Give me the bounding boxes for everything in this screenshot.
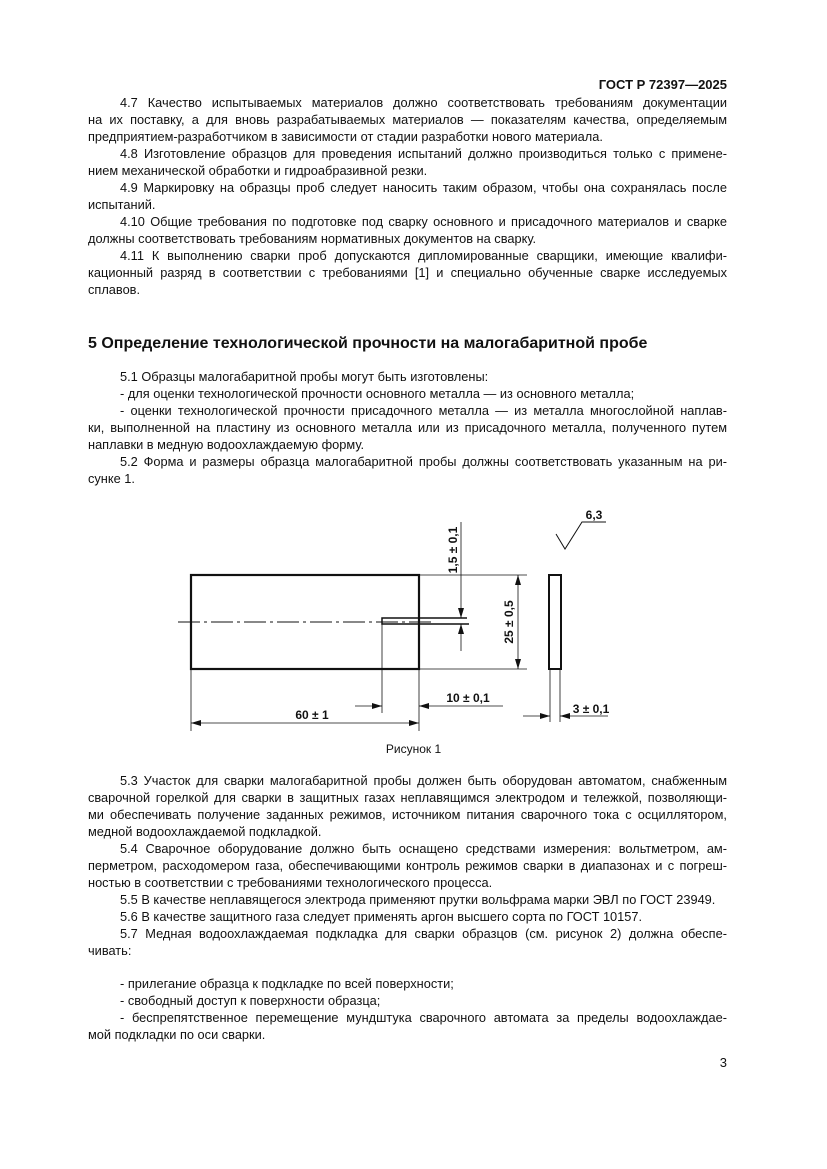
paragraph — [88, 179, 727, 213]
paragraph — [88, 840, 727, 891]
text-line: - для оценки технологической прочности основного металла — из основного металла; — [120, 386, 635, 401]
text-line: - свободный доступ к поверхности образца; — [120, 993, 381, 1008]
text-line: 4.10 Общие требования по подготовке под сварку основного и присадочного материалов и сварке — [120, 214, 727, 229]
text-line: на их поставку, а для вновь разрабатываемых материалов — показателям качества, определяемым — [88, 112, 727, 127]
text-line: сплавов. — [88, 282, 141, 297]
paragraph — [88, 992, 727, 1009]
dim-slot-width: 1,5 ± 0,1 — [446, 526, 460, 574]
paragraph — [88, 368, 727, 385]
paragraph — [88, 891, 727, 908]
text-line: наплавки в медную водоохлаждаемую форму. — [88, 437, 365, 452]
figure-1-drawing — [170, 500, 630, 760]
text-line: испытаний. — [88, 197, 156, 212]
text-line: - беспрепятственное перемещение мундштука сварочного автомата за пределы водоохлаждае- — [120, 1010, 727, 1025]
paragraph — [88, 925, 727, 959]
text-line: кационный разряд в соответствии с требованиями [1] и специально обученные сварке исследуемых — [88, 265, 727, 280]
text-line: 4.11 К выполнению сварки проб допускаются дипломированные сварщики, имеющие квалифи- — [120, 248, 727, 263]
paragraphs-section-5-1 — [88, 368, 727, 487]
text-line: чивать: — [88, 943, 132, 958]
paragraph — [88, 975, 727, 992]
text-line: 5.5 В качестве неплавящегося электрода применяют прутки вольфрама марки ЭВЛ по ГОСТ 23949. — [120, 892, 716, 907]
text-line: 5.2 Форма и размеры образца малогабаритной пробы должны соответствовать указанным на ри- — [120, 454, 727, 469]
text-line: 5.1 Образцы малогабаритной пробы могут быть изготовлены: — [120, 369, 489, 384]
paragraph — [88, 94, 727, 145]
text-line: 5.4 Сварочное оборудование должно быть оснащено средствами измерения: вольтметром, ам- — [120, 841, 727, 856]
text-line: 4.7 Качество испытываемых материалов должно соответствовать требованиям документации — [120, 95, 727, 110]
text-line: перметром, расходомером газа, обеспечивающими контроль режимов сварки в диапазонах и с погреш- — [88, 858, 727, 873]
section-heading: 5 Определение технологической прочности на малогабаритной пробе — [88, 335, 648, 352]
paragraph — [88, 385, 727, 402]
text-line: сунке 1. — [88, 471, 135, 486]
text-line: - прилегание образца к подкладке по всей поверхности; — [120, 976, 454, 991]
paragraphs-section-4 — [88, 94, 727, 298]
paragraph — [88, 247, 727, 298]
list-requirements — [88, 975, 727, 1043]
paragraph — [88, 402, 727, 453]
paragraph — [88, 1009, 727, 1043]
paragraph — [88, 772, 727, 840]
paragraph — [88, 908, 727, 925]
text-line: ки, выполненной на пластину из основного металла или из присадочного металла, полученного путем — [88, 420, 727, 435]
roughness-value: 6,3 — [585, 508, 603, 522]
paragraph — [88, 453, 727, 487]
text-line: должны соответствовать требованиям нормативных документов на сварку. — [88, 231, 536, 246]
text-line: предприятием-разработчиком в зависимости от стадии разработки нового материала. — [88, 129, 603, 144]
text-line: 5.3 Участок для сварки малогабаритной пробы должен быть оборудован автоматом, снабженным — [120, 773, 727, 788]
paragraph — [88, 213, 727, 247]
text-line: ми обеспечивать получение заданных режимов, источником питания сварочного тока с осциллятором, — [88, 807, 727, 822]
text-line: мой подкладки по оси сварки. — [88, 1027, 266, 1042]
text-line: нием механической обработки и гидроабразивной резки. — [88, 163, 428, 178]
slot-outline — [382, 618, 469, 624]
document-code: ГОСТ Р 72397—2025 — [598, 77, 727, 92]
specimen-side-outline — [549, 575, 561, 669]
dim-length: 60 ± 1 — [295, 708, 329, 722]
text-line: 5.6 В качестве защитного газа следует применять аргон высшего сорта по ГОСТ 10157. — [120, 909, 643, 924]
text-line: 4.8 Изготовление образцов для проведения испытаний должно производиться только с примене- — [120, 146, 727, 161]
page-number: 3 — [719, 1055, 727, 1070]
dim-thickness: 3 ± 0,1 — [572, 702, 610, 716]
text-line: сварочной горелкой для сварки в защитных газах неплавящимся электродом и тележкой, позволяющи- — [88, 790, 727, 805]
paragraph — [88, 145, 727, 179]
text-line: медной водоохлаждаемой подкладкой. — [88, 824, 322, 839]
dim-slot-length: 10 ± 0,1 — [446, 691, 490, 705]
text-line: 4.9 Маркировку на образцы проб следует наносить таким образом, чтобы она сохранялась после — [120, 180, 727, 195]
text-line: - оценки технологической прочности присадочного металла — из металла многослойной наплав- — [120, 403, 727, 418]
dim-height: 25 ± 0,5 — [502, 600, 516, 644]
text-line: 5.7 Медная водоохлаждаемая подкладка для сварки образцов (см. рисунок 2) должна обеспе- — [120, 926, 727, 941]
paragraphs-section-5-3 — [88, 772, 727, 959]
text-line: ностью в соответствии с требованиями технологического процесса. — [88, 875, 493, 890]
figure-caption: Рисунок 1 — [385, 742, 442, 756]
roughness-symbol — [556, 522, 606, 549]
